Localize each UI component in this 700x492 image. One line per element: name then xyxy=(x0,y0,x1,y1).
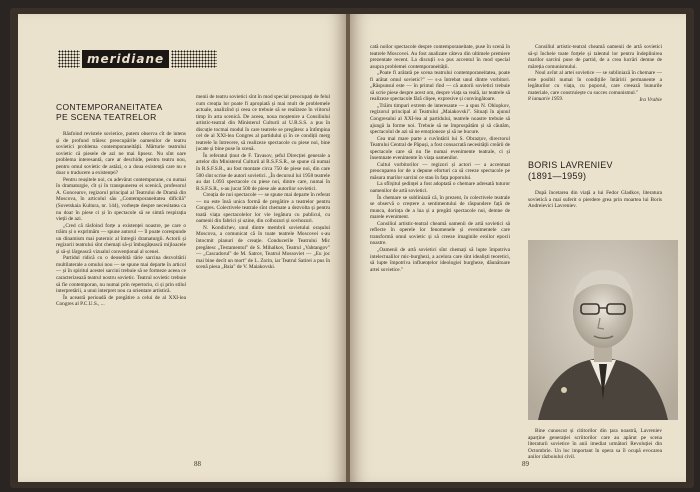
paragraph: La sfîrșitul ședinței a fost adoptată o chemare adresată tuturor oamenilor de artă sovietici. xyxy=(370,181,510,195)
date-signature-line xyxy=(528,96,662,103)
paragraph: Cea mai mare parte a cuvîntării lui S. Obrazțov, directorul Teatrului Central de Păpuși, a fost consacrată necesității creării de spectacole care să nu fie numai evenimente teatrale, ci și însemnate evenimente în viața oamenilor. xyxy=(370,135,510,162)
left-column-1 xyxy=(56,131,186,447)
obituary-name: BORIS LAVRENIEV xyxy=(528,160,613,170)
book-spread xyxy=(10,8,694,488)
paragraph: „Cred că răsfoind forțe a existenței noastre, pe care o trăim și o exprimăm — spune autorul — îl poate corespunde un dinamism mai puternic al întregii dramaturgii. Actorii și regizorii teatrului sînt chemați să-și îmbogățească mijloacele și să-și lărgească vizualul convențional al scenei. xyxy=(56,222,186,255)
heading-line-1: CONTEMPORANEITATEA xyxy=(56,102,163,112)
article-signature: Ira Vrabie xyxy=(639,97,662,104)
paragraph: „Poate fi arătată pe scena teatrului contemporaneitatea, poate fi arătat omul sovietic?" — s-a întrebat unul dintre vorbitori. „Răspunsul este — în primul rînd — că autorii sovietici trebuie să scrie piese despre acest om, despre viața sa reală, iar teatrele să realizeze spectacole fără clișee, expresive și convingătoare. xyxy=(370,70,510,103)
right-page xyxy=(350,14,686,482)
heading-line-2: PE SCENA TEATRELOR xyxy=(56,112,157,122)
paragraph: Pentru reușitele noi, cu adevărat contemporane, cu numai în dramaturgie, cît și în transpunerea ei scenică, profesorul A. Goncearov, regizorul principal al Teatrului de Dramă din Moscova, în articolul său „Contemporaneitatea dificilă" (Sovetskaia Kultura, nr. 144), vorbește despre necesitatea ca nu doar în piese ci și în spectacole să se simtă respirația vieții de azi. xyxy=(56,176,186,223)
paragraph: Consiliul artistic-teatral cheamă oamenii de artă sovietici să-și încheie toate forțele și talentul lor pentru îndeplinirea marilor sarcini puse de partid, de a crea lucrări demne de măreția comunismului. xyxy=(528,44,662,70)
left-page xyxy=(18,14,346,482)
paragraph: În referatul ținut de F. Tavasov, șeful Direcției generale a artelor din Ministerul Culturii al R.S.F.S.R., se spune că numai în R.S.F.S.R., au fost montate circa 750 de piese noi, din care 500 sînt scrise de autori sovietici. „În decursul lui 1958 teatrele au dat 1.093 spectacole cu piese noi, dintre care, numai în R.S.F.S.R., s-au jucat 500 de piese ale autorilor sovietici. xyxy=(196,152,330,192)
paragraph: „Trăim timpuri extrem de interesante — a spus N. Ohlopkov, regizorul principal al Teatrului „Maiakovski". Situați în ajunul Congresului al XXI-lea al partidului, teatrele noastre trebuie să ajungă la forme noi. Trebuie să ne împrospătăm și să căutăm, spectacolul de azi să ne emoționeze și să ne bucure. xyxy=(370,102,510,136)
paragraph: cată noilor spectacole despre contemporaneitate, puse în scenă în teatrele Moscovei. Au fost analizate câteva din ultimele premiere prezentate recent. La discuții s-a pus accentul în mod special asupra problemei contemporaneității. xyxy=(370,44,510,70)
paragraph: Noul avînt al artei sovietice — se subliniază în chemare — este posibil numai în condițiile întăririi permanente a legăturilor cu viața, cu poporul, care creează bunurile materiale, care construiește cu succes comunismul." xyxy=(528,70,662,96)
paragraph: Bine cunoscut și cititorilor din țara noastră, Lavreniev aparține generației scriitorilor care au apărut pe scena literaturii sovietice în anii imediat următori Revoluției din Octombrie. Un loc important în opera sa îl ocupă evocarea anilor războiului civil. xyxy=(528,428,662,461)
obituary-body xyxy=(528,428,662,472)
article-heading xyxy=(56,102,163,122)
paragraph: În chemare se subliniază că, în prezent, în colectivele teatrale se observă o creștere a sentimentului de răspundere față de munca, dorința de a lua și a pregăti spectacole noi, demne de marele eveniment. xyxy=(370,194,510,221)
paragraph: „Oamenii de artă sovietici sînt chemați să lupte împotriva intelectualilor mic-burghezi, a acelora care sînt idealiști teoretici, să lupte împotriva influențelor ideologiei burgheze, dăunătoare artei sovietice." xyxy=(370,246,510,273)
obituary-heading xyxy=(528,160,613,182)
rubric-dot-pattern-right xyxy=(171,50,217,68)
right-column-2 xyxy=(528,44,662,134)
paragraph: Creația de noi spectacole — se spune mai departe în referat — nu este însă unica formă de pregătire a teatrelor pentru Congres. Colectivele teatrale sînt chemate a dezvolta și pentru toată viața spectacolelor lor vie legătura cu publicul, cu oamenii din fabrici și uzine, din colhozuri și sovhozuri. xyxy=(196,192,330,225)
page-number-right: 89 xyxy=(522,460,529,468)
rubric-title: meridiane xyxy=(82,50,169,68)
rubric-dot-pattern xyxy=(58,50,80,68)
paragraph: Cultul vorbitorilor — regizori și actori — a accentuat preocuparea lor de a depune eforturi ca să creeze spectacole pe măsura marilor sarcini ce stau în fața poporului. xyxy=(370,161,510,181)
paragraph: Răsfoind revistele sovietice, putem observa cît de intens și de profund trăiesc preocupările oamenilor de teatru sovietici problema contemporaneității. Mărturie teatrului sovietic că piesele de azi ne mai lipsesc. Nu sînt oare problema interesantă, care ar deschide, pentru teatru nou, pentru omul sovietic de astăzi, o a doua existență care nu e doar o traducere a existenței? xyxy=(56,131,186,177)
section-rubric xyxy=(58,50,217,68)
portrait-illustration xyxy=(528,240,678,420)
left-column-2 xyxy=(196,94,330,446)
paragraph: menii de teatru sovietici sînt în mod special preocupați de felul cum creația lor poate fi apropiată și mai mult de problemele actuale, analizînd și ceea ce trebuie să se realizeze în viitorul timp în arta scenică. De aceea, noua moștenire a Consiliului artistic-teatral din Ministerul Culturii al U.R.S.S. a pus în discuție tocmai modul în care teatrele se pregătesc a întîmpina cel de al XXI-lea Congres al partidului și în ce condiții merg teatrele în întrecere, să realizeze spectacole cu piese noi, bine jucate și bine puse în scenă. xyxy=(196,94,330,153)
page-number-left: 88 xyxy=(194,460,201,468)
right-column-1 xyxy=(370,44,510,444)
portrait-photo xyxy=(528,240,678,420)
obituary-intro xyxy=(528,190,662,234)
paragraph: În această perioadă de pregătire a celui de al XXI-lea Congres al P.C.U.S., ... xyxy=(56,294,186,308)
paragraph: După încetarea din viață a lui Fedor Gladkov, literatura sovietică a mai suferit o pierdere grea prin moartea lui Boris Andreievici Lavreniev. xyxy=(528,190,662,210)
obituary-years: (1891—1959) xyxy=(528,171,587,181)
paragraph: N. Kondichev, unul dintre membrii sovietului orașului Moscova, a comunicat că în toate teatrele Moscovei s-au întocmit planuri de creație. Conducerile Teatrului Mic pregătesc „Testamentul" de S. Mihalkov, Teatrul „Vahtangov" — „Cascadorul" de M. Satrov, Teatrul Mossoviet — „Eu joc mai bine decît un mort" de L. Zorin, iar Teatrul Satirei a pus în scenă piesa „Baia" de V. Maiakovski. xyxy=(196,224,330,271)
article-date: 8 ianuarie 1959. xyxy=(528,96,564,103)
paragraph: Consiliul artistic-teatral cheamă oamenii de artă sovietici să reflecte în operele lor fenomenele și evenimentele care transformă omul sovietic și să creeze imaginile eroilor epocii noastre. xyxy=(370,220,510,247)
paragraph: Partidul ridică cu o deosebită tărie sarcina dezvoltării multilaterale a omului nou — se spune mai departe în articol — și în spiritul acestei sarcini trebuie să se formeze aceea ce caracterizează teatrul nostru sovietic. Teatrul sovietic trebuie să fie contemporan, nu numai prin repertoriu, ci și prin stilul interpretării, a unui interpret nou ca orientare artistică. xyxy=(56,255,186,295)
